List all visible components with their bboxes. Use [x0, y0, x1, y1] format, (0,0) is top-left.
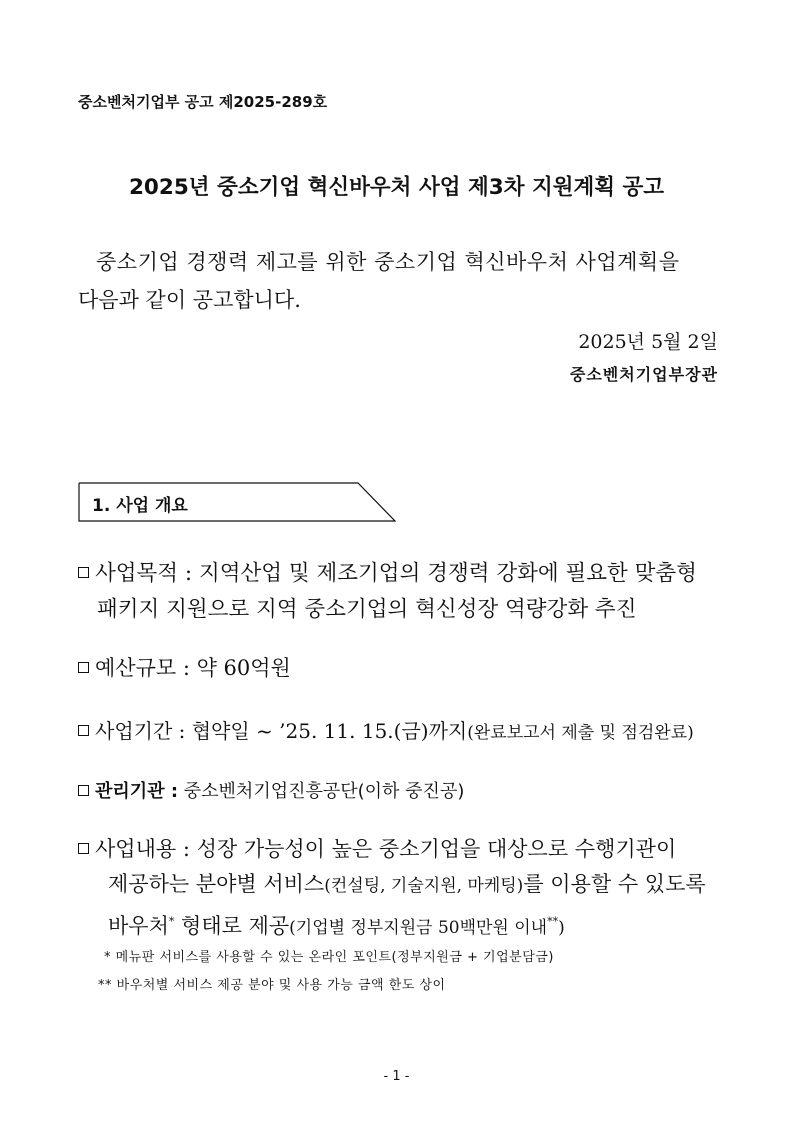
purpose-continuation: 패키지 지원으로 지역 중소기업의 혁신성장 역량강화 추진	[97, 597, 637, 622]
checkbox-square-icon	[78, 843, 89, 854]
intro-paragraph	[78, 243, 718, 319]
footnote-2: ** 바우처별 서비스 제공 분야 및 사용 가능 금액 한도 상이	[98, 978, 446, 993]
period-note: (완료보고서 제출 및 점검완료)	[467, 723, 694, 743]
agency-value: 중소벤처기업진흥공단(이하 중진공)	[183, 781, 465, 802]
item-content	[78, 832, 738, 946]
content-line-2: 제공하는 분야별 서비스(컨설팅, 기술지원, 마케팅)를 이용할 수 있도록	[108, 872, 706, 896]
budget-text: 예산규모 : 약 60억원	[95, 656, 291, 680]
item-purpose	[78, 556, 738, 628]
section-title: 1. 사업 개요	[92, 496, 188, 516]
notice-number: 중소벤처기업부 공고 제2025-289호	[78, 93, 328, 111]
content-line-1: 사업내용 : 성장 가능성이 높은 중소기업을 대상으로 수행기관이	[95, 837, 677, 861]
item-agency	[78, 777, 738, 803]
agency-label: 관리기관 :	[95, 781, 179, 802]
page-title: 2025년 중소기업 혁신바우처 사업 제3차 지원계획 공고	[128, 175, 665, 200]
section-header	[78, 482, 396, 522]
content-line-3: 바우처* 형태로 제공(기업별 정부지원금 50백만원 이내**)	[108, 914, 565, 938]
intro-line-2: 다음과 같이 공고합니다.	[78, 288, 301, 312]
item-period	[78, 715, 738, 744]
purpose-label: 사업목적 : 지역산업 및 제조기업의 경쟁력 강화에 필요한 맞춤형	[95, 561, 697, 586]
period-text: 사업기간 : 협약일 ~ ’25. 11. 15.(금)까지	[95, 719, 468, 743]
checkbox-square-icon	[78, 785, 89, 796]
page-number: - 1 -	[383, 1069, 410, 1084]
intro-line-1: 중소기업 경쟁력 제고를 위한 중소기업 혁신바우처 사업계획을	[96, 250, 680, 274]
checkbox-square-icon	[78, 662, 89, 673]
checkbox-square-icon	[78, 725, 89, 736]
checkbox-square-icon	[78, 567, 89, 578]
announcement-date: 2025년 5월 2일	[578, 331, 718, 353]
issuer-name: 중소벤처기업부장관	[569, 365, 718, 384]
footnote-1: * 메뉴판 서비스를 사용할 수 있는 온라인 포인트(정부지원금 + 기업분담금)	[104, 950, 554, 965]
item-budget	[78, 652, 738, 682]
